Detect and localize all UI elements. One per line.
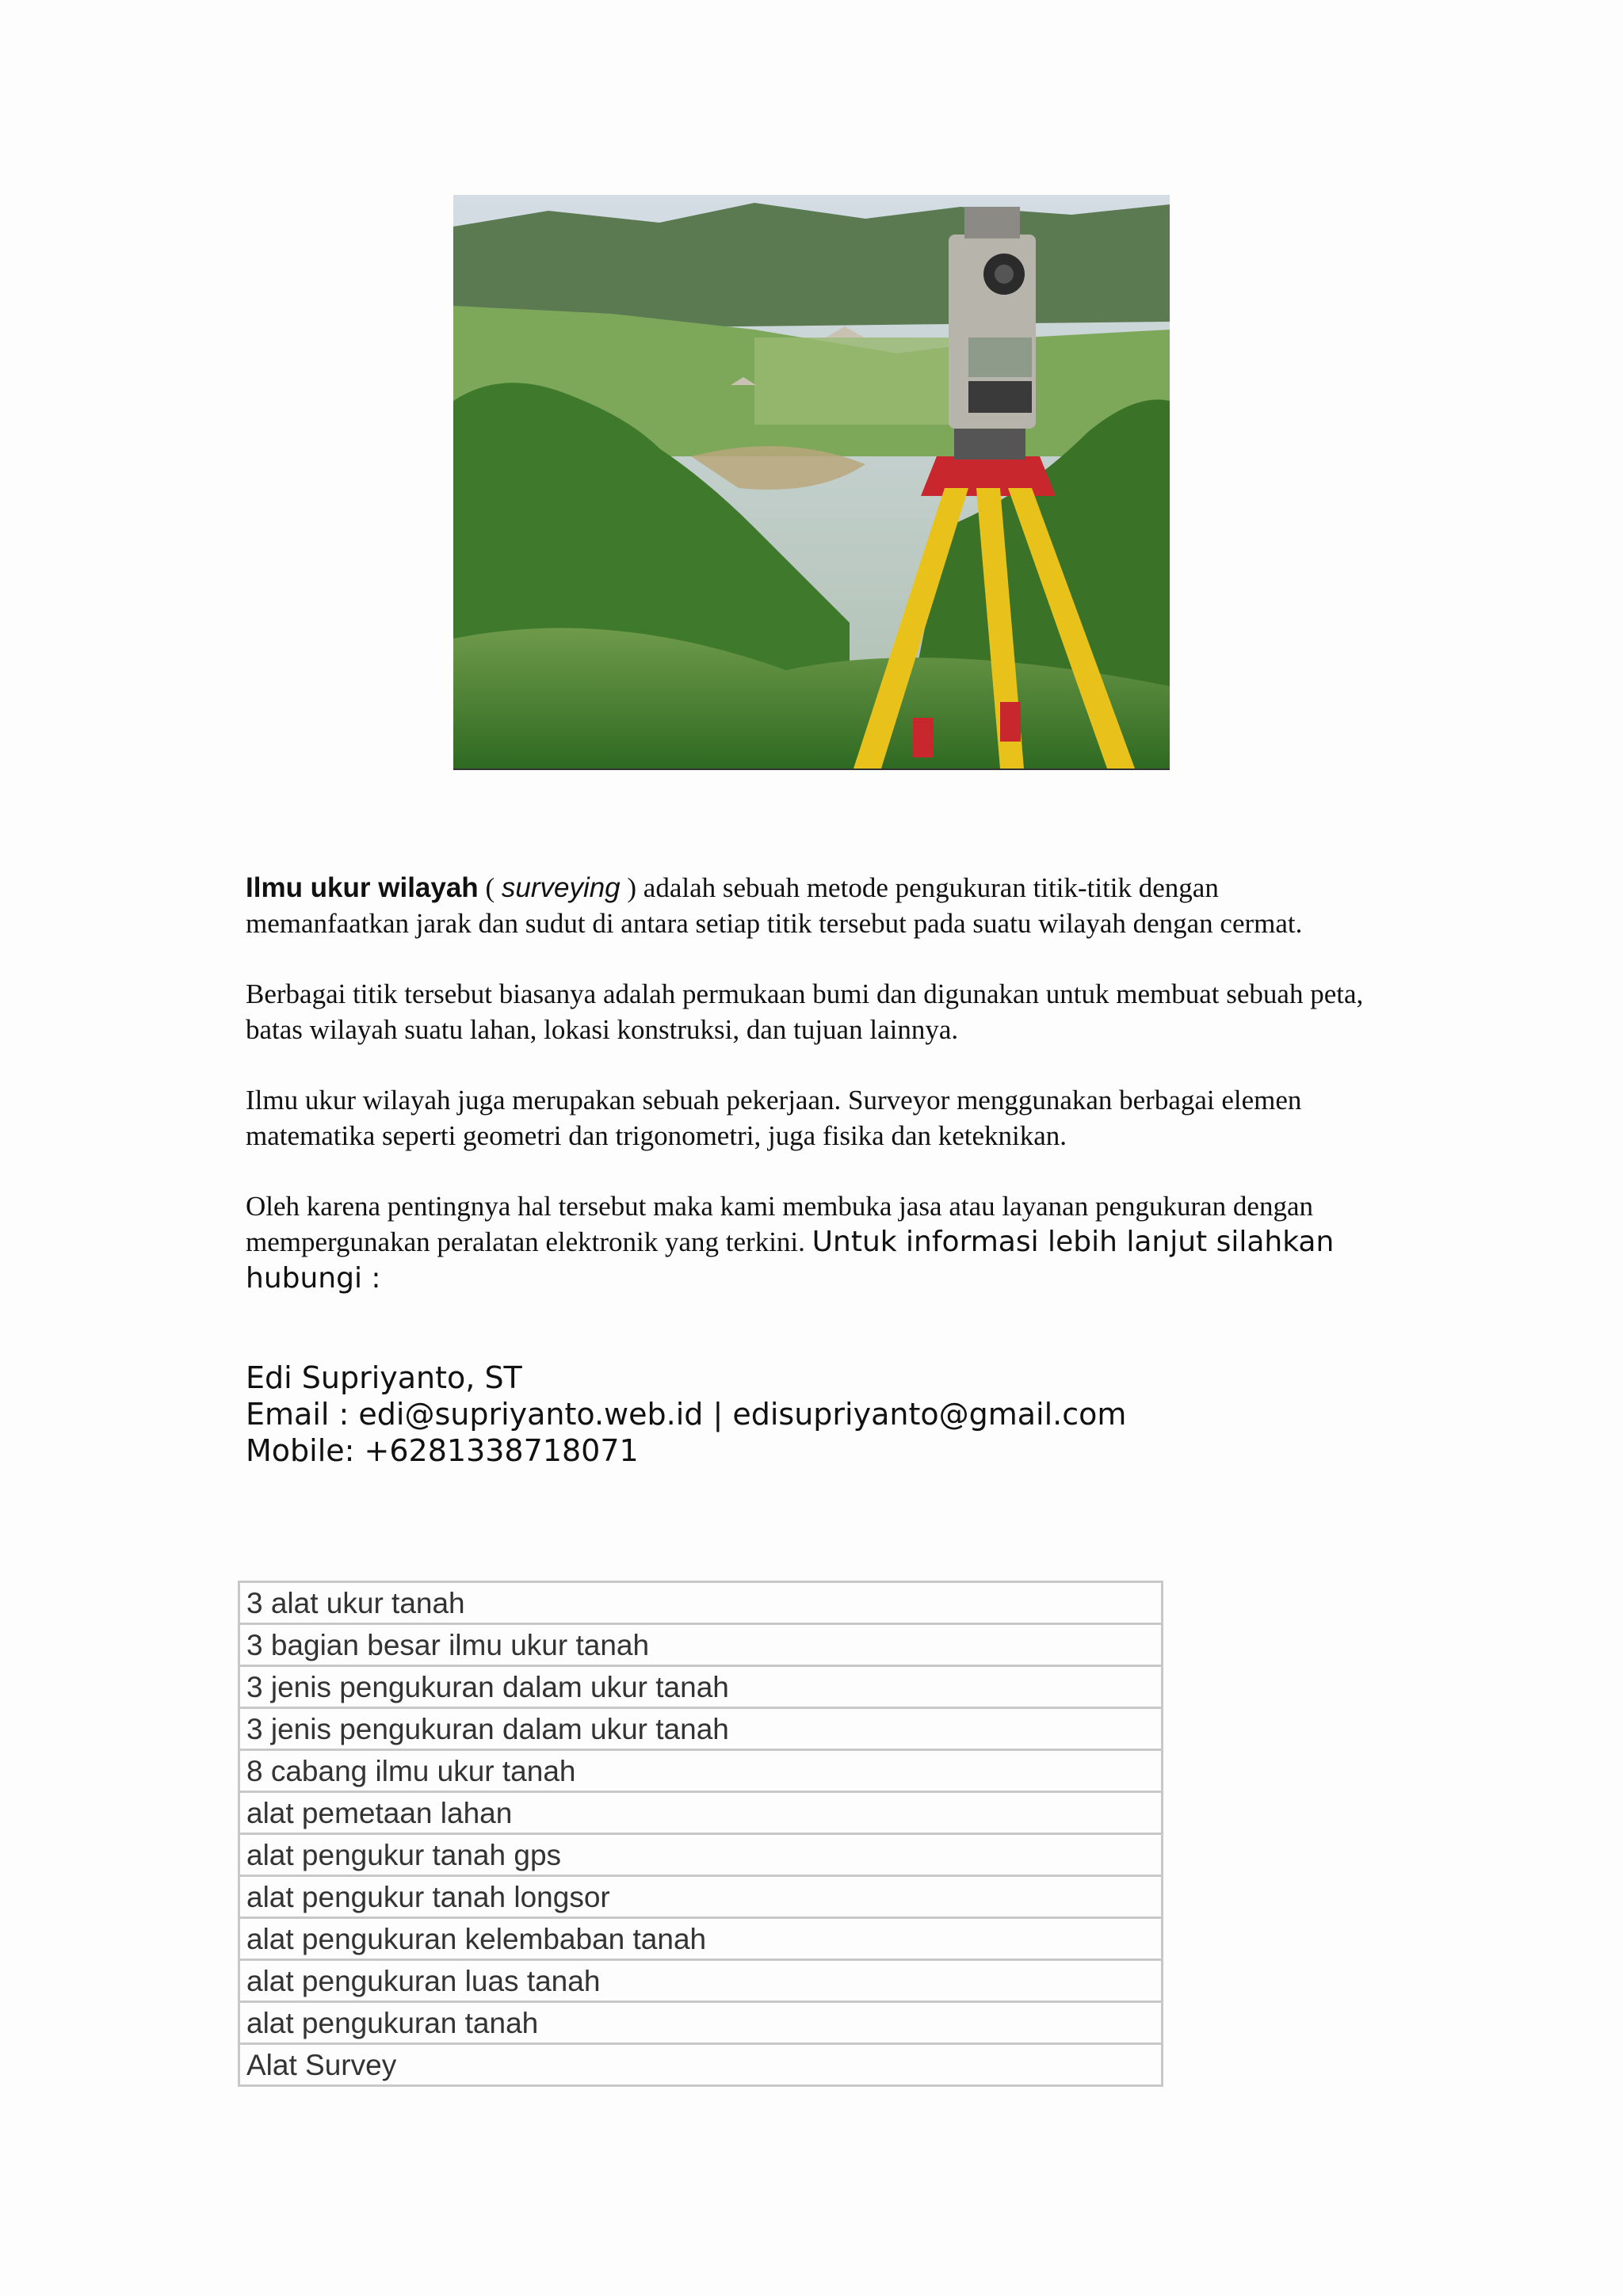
paragraph-profession: Ilmu ukur wilayah juga merupakan sebuah pekerjaan. Surveyor menggunakan berbagai elemen matematika seperti geometri dan trigonometri, juga fisika dan keteknikan. — [246, 1085, 1302, 1151]
table-row — [239, 1960, 1163, 2002]
keyword-cell[interactable]: 8 cabang ilmu ukur tanah — [239, 1750, 1163, 1792]
term-english: surveying — [501, 872, 621, 903]
keyword-cell[interactable]: 3 jenis pengukuran dalam ukur tanah — [239, 1708, 1163, 1750]
instrument-display — [968, 338, 1032, 377]
total-station — [949, 207, 1036, 460]
contact-mobile[interactable]: Mobile: +6281338718071 — [246, 1433, 639, 1468]
keyword-cell[interactable]: alat pengukuran tanah — [239, 2002, 1163, 2044]
paren-open: ( — [478, 872, 502, 903]
instrument-base — [954, 425, 1025, 460]
contact-email[interactable]: Email : edi@supriyanto.web.id | edisupriyanto@gmail.com — [246, 1397, 1127, 1432]
instrument-handle — [964, 207, 1020, 238]
far-hills — [453, 203, 1170, 330]
instrument-lens-inner — [995, 265, 1014, 284]
keyword-cell[interactable]: 3 bagian besar ilmu ukur tanah — [239, 1624, 1163, 1666]
table-row — [239, 1708, 1163, 1750]
instrument-keypad — [968, 381, 1032, 413]
keyword-cell[interactable]: alat pengukur tanah longsor — [239, 1876, 1163, 1918]
keyword-cell[interactable]: alat pemetaan lahan — [239, 1792, 1163, 1834]
keyword-cell[interactable]: alat pengukur tanah gps — [239, 1834, 1163, 1876]
table-row — [239, 1876, 1163, 1918]
contact-cta: Untuk informasi lebih lanjut silahkan hubungi : — [246, 1226, 1335, 1295]
keyword-cell[interactable]: Alat Survey — [246, 2049, 397, 2081]
article-body — [246, 870, 1371, 1332]
survey-photo-illustration — [453, 195, 1170, 769]
keyword-cell[interactable]: alat pengukuran luas tanah — [239, 1960, 1163, 2002]
table-row — [239, 1582, 1163, 1624]
table-row — [239, 1792, 1163, 1834]
definition-text: ) adalah sebuah metode pengukuran titik-titik dengan memanfaatkan jarak dan sudut di antara setiap titik tersebut pada suatu wilayah dengan cermat. — [246, 872, 1303, 939]
keyword-table — [238, 1581, 1163, 2087]
table-row — [239, 1666, 1163, 1708]
survey-photo — [453, 195, 1170, 770]
term-heading: Ilmu ukur wilayah — [246, 872, 479, 903]
tripod-clamp — [1000, 702, 1021, 742]
paragraph-service — [246, 1188, 1371, 1297]
contact-block — [246, 1360, 1126, 1469]
table-row — [239, 1834, 1163, 1876]
table-row — [239, 2002, 1163, 2044]
table-row — [239, 2044, 1163, 2086]
keyword-cell[interactable]: alat pengukuran kelembaban tanah — [239, 1918, 1163, 1960]
table-row — [239, 1750, 1163, 1792]
table-row — [239, 1624, 1163, 1666]
contact-name: Edi Supriyanto, ST — [246, 1360, 522, 1395]
keyword-cell[interactable]: 3 jenis pengukuran dalam ukur tanah — [239, 1666, 1163, 1708]
paragraph-usage: Berbagai titik tersebut biasanya adalah permukaan bumi dan digunakan untuk membuat sebuah peta, batas wilayah suatu lahan, lokasi konstruksi, dan tujuan lainnya. — [246, 978, 1364, 1045]
keyword-cell[interactable]: 3 alat ukur tanah — [239, 1582, 1163, 1624]
tripod-clamp — [913, 718, 934, 757]
table-row — [239, 1918, 1163, 1960]
paragraph-definition — [246, 870, 1371, 941]
service-text: Oleh karena pentingnya hal tersebut maka kami membuka jasa atau layanan pengukuran dengan mempergunakan peralatan elektronik yang terkini. — [246, 1191, 1313, 1257]
